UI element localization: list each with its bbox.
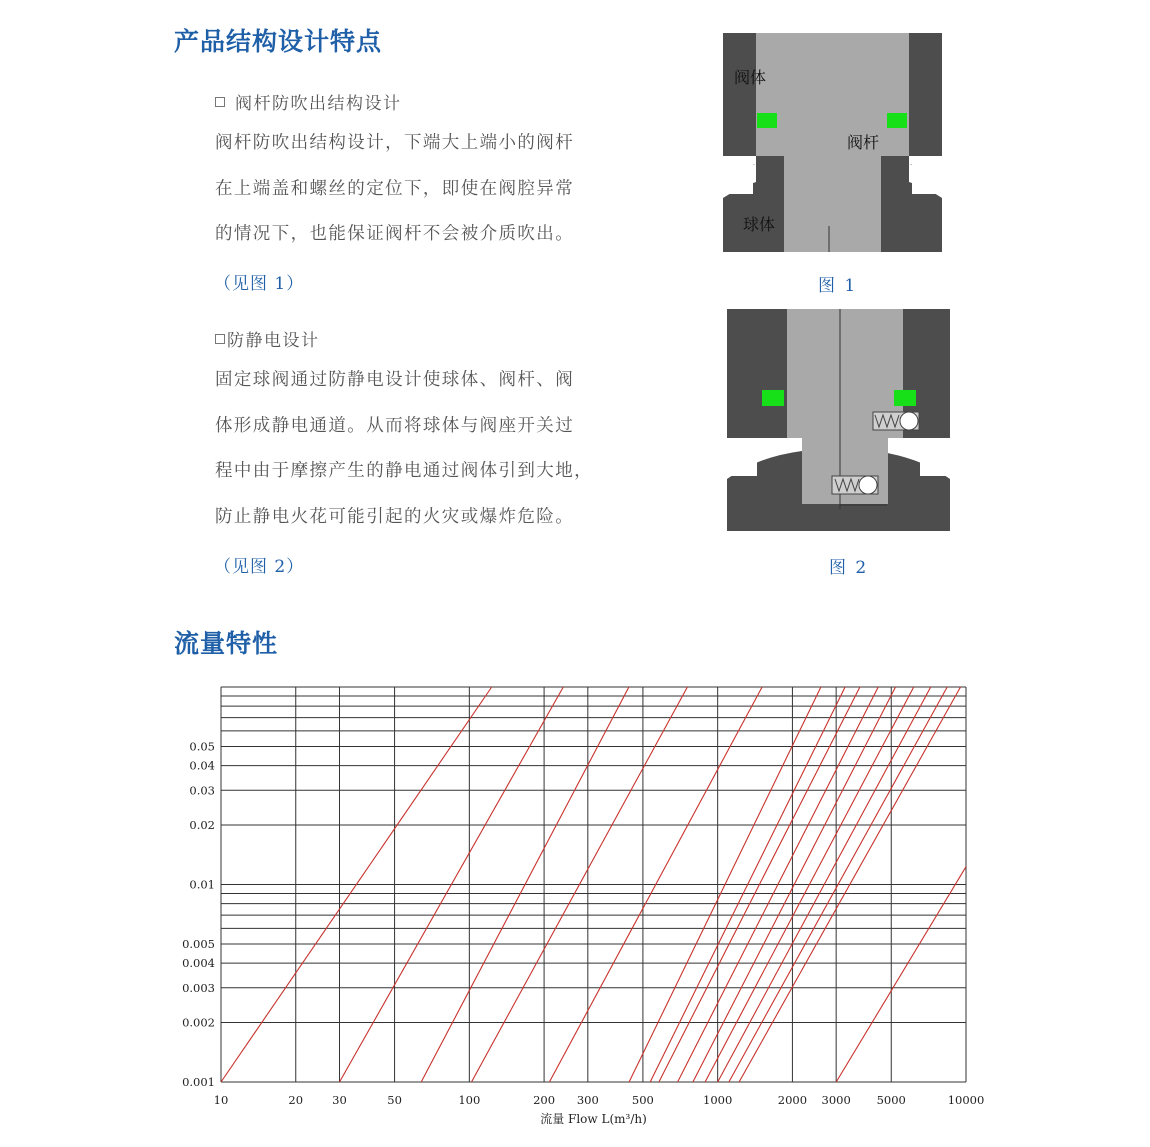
antistatic-heading-text: 防静电设计 bbox=[227, 331, 320, 351]
flow-curve bbox=[678, 687, 879, 1082]
antistatic-line: 防止静电火花可能引起的火灾或爆炸危险。 bbox=[215, 506, 575, 527]
seal-left bbox=[762, 390, 784, 406]
figure2-caption: 图 2 bbox=[829, 558, 869, 578]
gap-fill-right bbox=[912, 164, 942, 194]
y-tick-label: 0.03 bbox=[189, 783, 215, 798]
y-tick-label: 0.02 bbox=[189, 818, 215, 833]
label-ball: 球体 bbox=[743, 215, 776, 234]
flow-curve bbox=[629, 687, 821, 1082]
antistatic-heading bbox=[215, 326, 320, 351]
flow-curve bbox=[472, 687, 688, 1082]
seal-right bbox=[887, 113, 907, 128]
checkbox-icon bbox=[215, 97, 225, 107]
section-title-structure: 产品结构设计特点 bbox=[174, 27, 383, 56]
seal-right bbox=[894, 390, 916, 406]
flow-curve bbox=[650, 687, 845, 1082]
flow-curve bbox=[421, 687, 629, 1082]
figure2-antistatic-diagram bbox=[727, 309, 950, 531]
x-tick-label: 100 bbox=[458, 1093, 481, 1107]
x-tick-label: 50 bbox=[387, 1093, 402, 1107]
figure1-blowout-diagram bbox=[723, 33, 942, 252]
blowout-line: 的情况下，也能保证阀杆不会被介质吹出。 bbox=[215, 224, 575, 244]
flow-curve bbox=[693, 687, 896, 1082]
section-title-flow: 流量特性 bbox=[174, 629, 279, 658]
flow-curve bbox=[836, 867, 966, 1082]
figure1-caption: 图 1 bbox=[818, 276, 858, 296]
y-tick-label: 0.01 bbox=[189, 877, 215, 892]
x-tick-label: 500 bbox=[631, 1093, 654, 1107]
y-tick-label: 0.005 bbox=[182, 936, 215, 951]
spring-ball-lower bbox=[832, 476, 878, 494]
x-tick-label: 3000 bbox=[821, 1093, 851, 1107]
x-tick-label: 20 bbox=[288, 1093, 304, 1107]
figure1-reference: （见图 1） bbox=[214, 274, 305, 294]
x-axis-label: 流量 Flow L(m³/h) bbox=[540, 1112, 647, 1126]
flow-curve bbox=[739, 687, 960, 1082]
antistatic-line: 固定球阀通过防静电设计使球体、阀杆、阀 bbox=[215, 370, 575, 390]
gap-fill-left bbox=[723, 164, 753, 194]
flow-curve bbox=[705, 687, 914, 1082]
flow-curve bbox=[549, 687, 762, 1082]
flow-curve bbox=[221, 687, 492, 1082]
flow-curve bbox=[659, 687, 860, 1082]
seal-left bbox=[757, 113, 777, 128]
blowout-heading bbox=[215, 89, 402, 114]
x-tick-label: 1000 bbox=[703, 1093, 733, 1107]
figure2-reference: （见图 2） bbox=[214, 557, 305, 577]
blowout-line: 在上端盖和螺丝的定位下，即使在阀腔异常 bbox=[215, 178, 575, 199]
spring-ball-upper bbox=[873, 412, 919, 430]
y-tick-label: 0.003 bbox=[182, 980, 215, 995]
y-tick-label: 0.004 bbox=[182, 956, 215, 971]
y-tick-label: 0.002 bbox=[182, 1015, 215, 1030]
x-tick-label: 10000 bbox=[947, 1093, 985, 1107]
antistatic-paragraph bbox=[215, 358, 685, 540]
blowout-paragraph bbox=[215, 121, 685, 258]
flow-curve bbox=[729, 687, 947, 1082]
x-tick-label: 2000 bbox=[777, 1093, 808, 1107]
flow-curve bbox=[340, 687, 564, 1082]
y-tick-label: 0.05 bbox=[189, 739, 215, 754]
x-tick-label: 200 bbox=[533, 1093, 556, 1107]
antistatic-line: 程中由于摩擦产生的静电通过阀体引到大地， bbox=[215, 461, 593, 481]
x-tick-label: 10 bbox=[213, 1093, 229, 1107]
flow-curve bbox=[718, 687, 931, 1082]
x-tick-label: 5000 bbox=[876, 1093, 906, 1107]
blowout-heading-text: 阀杆防吹出结构设计 bbox=[235, 94, 402, 114]
x-tick-label: 300 bbox=[576, 1093, 599, 1107]
checkbox-icon bbox=[215, 334, 225, 344]
antistatic-line: 体形成静电通道。从而将球体与阀座开关过 bbox=[215, 415, 575, 436]
y-tick-label: 0.04 bbox=[189, 758, 215, 773]
label-valve-body: 阀体 bbox=[734, 68, 767, 87]
blowout-line: 阀杆防吹出结构设计，下端大上端小的阀杆 bbox=[215, 133, 575, 153]
x-tick-label: 30 bbox=[332, 1093, 347, 1107]
label-valve-stem: 阀杆 bbox=[847, 133, 880, 152]
y-tick-label: 0.001 bbox=[182, 1075, 215, 1089]
